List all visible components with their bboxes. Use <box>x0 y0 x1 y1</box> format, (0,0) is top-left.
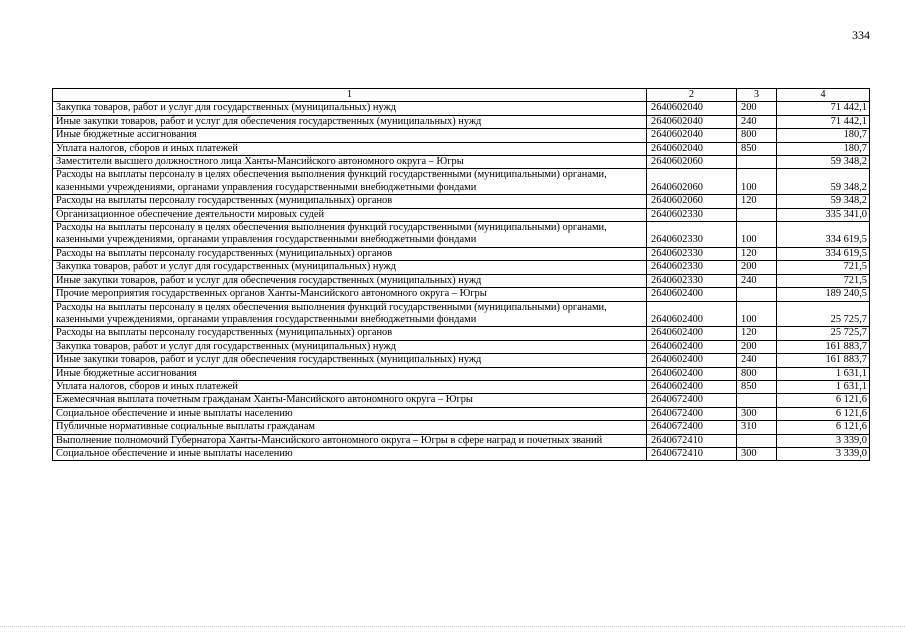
table-row <box>53 274 870 287</box>
row-amount-cell: 6 121,6 <box>777 407 870 420</box>
row-name-cell: Организационное обеспечение деятельности мировых судей <box>53 208 647 221</box>
row-name-cell: Расходы на выплаты персоналу государственных (муниципальных) органов <box>53 195 647 208</box>
table-row <box>53 301 870 327</box>
row-expense-type-cell: 120 <box>737 327 777 340</box>
row-amount-cell: 180,7 <box>777 142 870 155</box>
row-amount-cell: 721,5 <box>777 274 870 287</box>
row-amount-cell: 161 883,7 <box>777 340 870 353</box>
row-name-cell: Прочие мероприятия государственных органов Ханты-Мансийского автономного округа – Югры <box>53 288 647 301</box>
row-expense-type-cell: 300 <box>737 447 777 460</box>
row-code-cell: 2640672400 <box>647 394 737 407</box>
row-name-cell: Закупка товаров, работ и услуг для государственных (муниципальных) нужд <box>53 102 647 115</box>
row-amount-cell: 25 725,7 <box>777 301 870 327</box>
row-name-cell: Расходы на выплаты персоналу государственных (муниципальных) органов <box>53 247 647 260</box>
table-row <box>53 367 870 380</box>
row-expense-type-cell <box>737 156 777 169</box>
row-expense-type-cell: 850 <box>737 380 777 393</box>
row-code-cell: 2640672410 <box>647 434 737 447</box>
row-amount-cell: 334 619,5 <box>777 247 870 260</box>
row-expense-type-cell <box>737 208 777 221</box>
row-expense-type-cell: 850 <box>737 142 777 155</box>
table-row <box>53 407 870 420</box>
table-header-row <box>53 89 870 102</box>
row-code-cell: 2640602040 <box>647 142 737 155</box>
row-code-cell: 2640602040 <box>647 102 737 115</box>
row-code-cell: 2640602330 <box>647 274 737 287</box>
table-row <box>53 327 870 340</box>
row-code-cell: 2640602330 <box>647 222 737 248</box>
row-name-cell: Иные закупки товаров, работ и услуг для обеспечения государственных (муниципальных) нужд <box>53 115 647 128</box>
row-name-cell: Расходы на выплаты персоналу в целях обеспечения выполнения функций государственными (муниципальными) органами, казенными учреждениями, органами управления государственными внебюджетными фондами <box>53 222 647 248</box>
row-expense-type-cell: 200 <box>737 102 777 115</box>
row-code-cell: 2640602400 <box>647 340 737 353</box>
row-code-cell: 2640602400 <box>647 288 737 301</box>
row-code-cell: 2640602400 <box>647 327 737 340</box>
row-amount-cell: 71 442,1 <box>777 102 870 115</box>
row-expense-type-cell: 240 <box>737 115 777 128</box>
row-code-cell: 2640602400 <box>647 301 737 327</box>
table-row <box>53 129 870 142</box>
table-row <box>53 195 870 208</box>
row-code-cell: 2640672410 <box>647 447 737 460</box>
row-expense-type-cell <box>737 288 777 301</box>
row-name-cell: Ежемесячная выплата почетным гражданам Ханты-Мансийского автономного округа – Югры <box>53 394 647 407</box>
row-code-cell: 2640602400 <box>647 367 737 380</box>
header-col-4: 4 <box>777 89 870 102</box>
row-expense-type-cell: 200 <box>737 340 777 353</box>
row-code-cell: 2640602060 <box>647 156 737 169</box>
table-row <box>53 447 870 460</box>
row-amount-cell: 3 339,0 <box>777 434 870 447</box>
row-amount-cell: 6 121,6 <box>777 394 870 407</box>
table-row <box>53 354 870 367</box>
row-code-cell: 2640602400 <box>647 380 737 393</box>
row-name-cell: Выполнение полномочий Губернатора Ханты-Мансийского автономного округа – Югры в сфере наград и почетных званий <box>53 434 647 447</box>
scan-edge-line <box>0 626 905 628</box>
row-amount-cell: 3 339,0 <box>777 447 870 460</box>
table-row <box>53 421 870 434</box>
table-row <box>53 247 870 260</box>
row-name-cell: Иные закупки товаров, работ и услуг для обеспечения государственных (муниципальных) нужд <box>53 354 647 367</box>
row-name-cell: Публичные нормативные социальные выплаты гражданам <box>53 421 647 434</box>
row-expense-type-cell: 120 <box>737 247 777 260</box>
row-code-cell: 2640602040 <box>647 129 737 142</box>
row-expense-type-cell: 200 <box>737 261 777 274</box>
table-row <box>53 115 870 128</box>
row-code-cell: 2640602400 <box>647 354 737 367</box>
row-code-cell: 2640602060 <box>647 195 737 208</box>
row-expense-type-cell: 100 <box>737 301 777 327</box>
row-amount-cell: 71 442,1 <box>777 115 870 128</box>
row-amount-cell: 189 240,5 <box>777 288 870 301</box>
table-row <box>53 208 870 221</box>
table-row <box>53 261 870 274</box>
row-expense-type-cell: 310 <box>737 421 777 434</box>
row-name-cell: Иные бюджетные ассигнования <box>53 129 647 142</box>
header-col-2: 2 <box>647 89 737 102</box>
row-name-cell: Расходы на выплаты персоналу государственных (муниципальных) органов <box>53 327 647 340</box>
row-expense-type-cell: 100 <box>737 222 777 248</box>
table-row <box>53 156 870 169</box>
row-expense-type-cell: 800 <box>737 367 777 380</box>
table-row <box>53 142 870 155</box>
row-name-cell: Иные бюджетные ассигнования <box>53 367 647 380</box>
row-amount-cell: 1 631,1 <box>777 380 870 393</box>
table-row <box>53 380 870 393</box>
row-code-cell: 2640672400 <box>647 421 737 434</box>
row-amount-cell: 334 619,5 <box>777 222 870 248</box>
row-code-cell: 2640602330 <box>647 261 737 274</box>
row-expense-type-cell: 240 <box>737 354 777 367</box>
row-name-cell: Уплата налогов, сборов и иных платежей <box>53 142 647 155</box>
row-expense-type-cell: 800 <box>737 129 777 142</box>
table-row <box>53 222 870 248</box>
table-body <box>53 89 870 461</box>
budget-table <box>52 88 870 461</box>
table-row <box>53 340 870 353</box>
row-amount-cell: 59 348,2 <box>777 156 870 169</box>
row-name-cell: Расходы на выплаты персоналу в целях обеспечения выполнения функций государственными (муниципальными) органами, казенными учреждениями, органами управления государственными внебюджетными фондами <box>53 301 647 327</box>
row-amount-cell: 59 348,2 <box>777 169 870 195</box>
row-name-cell: Социальное обеспечение и иные выплаты населению <box>53 447 647 460</box>
row-amount-cell: 721,5 <box>777 261 870 274</box>
row-code-cell: 2640672400 <box>647 407 737 420</box>
row-amount-cell: 25 725,7 <box>777 327 870 340</box>
row-expense-type-cell <box>737 434 777 447</box>
table-row <box>53 434 870 447</box>
row-expense-type-cell: 240 <box>737 274 777 287</box>
row-name-cell: Расходы на выплаты персоналу в целях обеспечения выполнения функций государственными (муниципальными) органами, казенными учреждениями, органами управления государственными внебюджетными фондами <box>53 169 647 195</box>
row-amount-cell: 180,7 <box>777 129 870 142</box>
row-code-cell: 2640602060 <box>647 169 737 195</box>
table-row <box>53 102 870 115</box>
row-expense-type-cell: 300 <box>737 407 777 420</box>
row-amount-cell: 1 631,1 <box>777 367 870 380</box>
table-row <box>53 394 870 407</box>
row-code-cell: 2640602040 <box>647 115 737 128</box>
row-expense-type-cell <box>737 394 777 407</box>
row-code-cell: 2640602330 <box>647 208 737 221</box>
page-number: 334 <box>852 28 870 42</box>
row-amount-cell: 161 883,7 <box>777 354 870 367</box>
header-col-3: 3 <box>737 89 777 102</box>
row-name-cell: Социальное обеспечение и иные выплаты населению <box>53 407 647 420</box>
row-expense-type-cell: 100 <box>737 169 777 195</box>
row-expense-type-cell: 120 <box>737 195 777 208</box>
table-row <box>53 288 870 301</box>
row-name-cell: Иные закупки товаров, работ и услуг для обеспечения государственных (муниципальных) нужд <box>53 274 647 287</box>
table-row <box>53 169 870 195</box>
header-col-1: 1 <box>53 89 647 102</box>
row-code-cell: 2640602330 <box>647 247 737 260</box>
row-name-cell: Закупка товаров, работ и услуг для государственных (муниципальных) нужд <box>53 340 647 353</box>
row-amount-cell: 59 348,2 <box>777 195 870 208</box>
row-amount-cell: 335 341,0 <box>777 208 870 221</box>
row-name-cell: Уплата налогов, сборов и иных платежей <box>53 380 647 393</box>
row-name-cell: Заместители высшего должностного лица Ханты-Мансийского автономного округа – Югры <box>53 156 647 169</box>
row-name-cell: Закупка товаров, работ и услуг для государственных (муниципальных) нужд <box>53 261 647 274</box>
row-amount-cell: 6 121,6 <box>777 421 870 434</box>
